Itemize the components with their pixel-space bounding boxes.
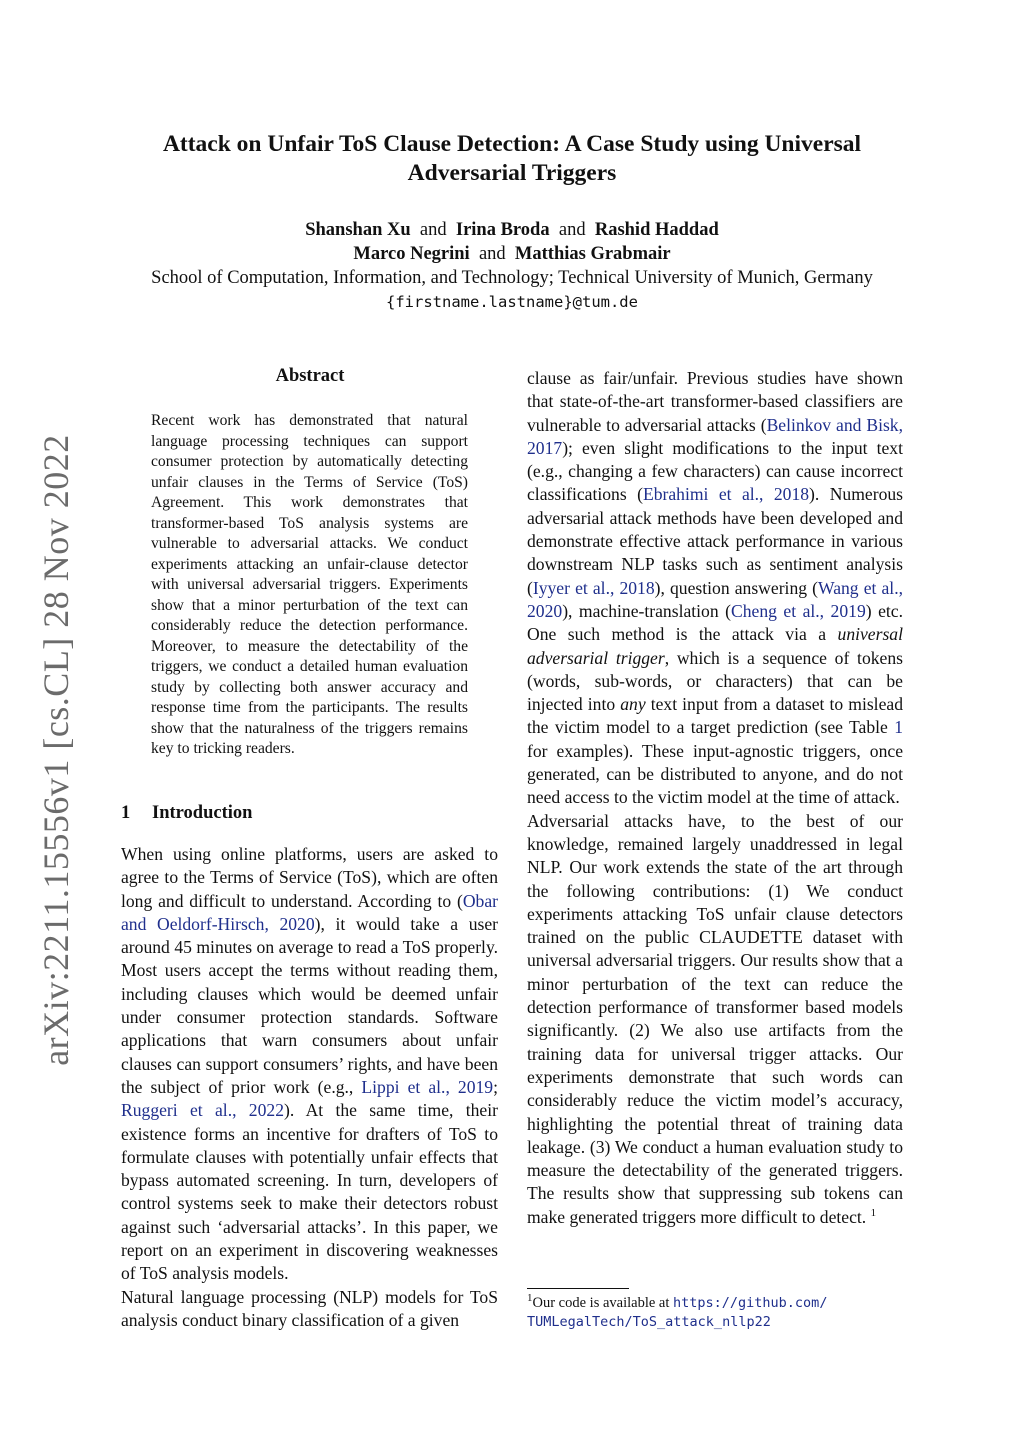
- author-5: Matthias Grabmair: [514, 244, 671, 264]
- left-column-body: [121, 843, 498, 1332]
- citation-link[interactable]: Lippi et al., 2019: [361, 1076, 494, 1097]
- code-url-link[interactable]: https://github.com/: [673, 1295, 828, 1311]
- footnote-marker[interactable]: 1: [870, 1206, 877, 1219]
- author-1: Shanshan Xu: [305, 220, 411, 240]
- author-sep: and: [419, 220, 447, 240]
- section-title: Introduction: [152, 803, 253, 823]
- table-reference-link[interactable]: 1: [894, 717, 903, 738]
- contributions-paragraph: [527, 810, 903, 1229]
- author-2: Irina Broda: [455, 220, 550, 240]
- right-column-body: [527, 367, 903, 1229]
- author-4: Marco Negrini: [353, 244, 470, 264]
- text-run: ); even slight modifications to the input text (e.g., changing a few characters) can cause incorrect classifications (: [527, 437, 903, 505]
- emphasis: any: [620, 694, 646, 715]
- title-line-1: Attack on Unfair ToS Clause Detection: A Case Study using Universal: [162, 131, 862, 157]
- text-run: ), question answering (: [654, 577, 818, 598]
- citation-link[interactable]: Cheng et al., 2019: [730, 600, 866, 621]
- intro-paragraph-2: Natural language processing (NLP) models for ToS analysis conduct binary classification of a given: [121, 1286, 498, 1330]
- citation-link[interactable]: Wang et al., 2020: [527, 577, 903, 621]
- text-run: ;: [493, 1076, 498, 1097]
- author-email: {firstname.lastname}@tum.de: [386, 293, 638, 311]
- paper-title: [60, 130, 964, 188]
- section-heading-introduction: [121, 803, 252, 824]
- arxiv-sidebar-stamp: arXiv:2211.15556v1 [cs.CL] 28 Nov 2022: [36, 434, 76, 1066]
- text-run: ), machine-translation (: [562, 600, 731, 621]
- author-list: [60, 218, 964, 266]
- author-3: Rashid Haddad: [594, 220, 719, 240]
- text-run: When using online platforms, users are asked to agree to the Terms of Service (ToS), which are often long and difficult to understand. According to (: [121, 844, 498, 911]
- text-run: ) etc. One such method is the attack via a: [527, 600, 903, 645]
- text-run: ), it would take a user around 45 minutes on average to read a ToS properly. Most users accept the terms without reading them, including clauses which would be deemed unfair under consumer protection standards. Software applications that warn consumers about unfair clauses can support consumers’ rights, and have been the subject of prior work (e.g.,: [121, 913, 499, 1097]
- citation-link[interactable]: Ebrahimi et al., 2018: [642, 484, 810, 505]
- text-run: Adversarial attacks have, to the best of our knowledge, remained largely unaddressed in legal NLP. Our work extends the state of the art through the following contributions: (1) We conduct experiments attacking ToS unfair clause detectors trained on the public CLAUDETTE dataset with universal adversarial triggers. Our results show that a minor perturbation of the text can reduce the detection performance of transformer based models significantly. (2) We also use artifacts from the training data for universal trigger attacks. Our experiments demonstrate that such words can considerably reduce the victim model’s accuracy, highlighting the potential threat of training data leakage. (3) We conduct a human evaluation study to measure the detectability of the generated triggers. The results show that suppressing sub tokens can make generated triggers more difficult to detect.: [527, 810, 903, 1227]
- footnote: [527, 1294, 903, 1332]
- text-run: ). Numerous adversarial attack methods have been developed and demonstrate effective attack performance in various downstream NLP tasks such as sentiment analysis (: [527, 484, 904, 598]
- text-run: for examples). These input-agnostic triggers, once generated, can be distributed to anyone, and do not need access to the victim model at the time of attack.: [527, 740, 903, 808]
- abstract-heading: Abstract: [275, 366, 345, 386]
- affiliation: School of Computation, Information, and Technology; Technical University of Munich, Germany: [151, 268, 873, 288]
- intro-paragraph-2-cont: [527, 367, 903, 810]
- text-run: text input from a dataset to mislead the victim model to a target prediction (see Table: [527, 694, 903, 738]
- text-run: , which is a sequence of tokens (words, sub-words, or characters) that can be injected into: [527, 647, 903, 715]
- footnote-number: 1: [527, 1292, 533, 1305]
- abstract-body: Recent work has demonstrated that natural language processing techniques can support consumer protection by automatically detecting unfair clauses in the Terms of Service (ToS) Agreement. This work demonstrates that transformer-based ToS analysis systems are vulnerable to adversarial attacks. We conduct experiments attacking an unfair-clause detector with universal adversarial triggers. Experiments show that a minor perturbation of the text can considerably reduce the detection performance. Moreover, to measure the detectability of the triggers, we conduct a detailed human evaluation study by collecting both answer accuracy and response time from the participants. The results show that the naturalness of the triggers remains key to tricking readers.: [151, 412, 468, 757]
- intro-paragraph-1: [121, 843, 498, 1286]
- author-sep: and: [558, 220, 586, 240]
- text-run: ). At the same time, their existence forms an incentive for drafters of ToS to formulate clauses with potentially unfair effects that bypass automated screening. In turn, developers of control systems seek to make their detectors robust against such ‘adversarial attacks’. In this paper, we report on an experiment in discovering weaknesses of ToS analysis models.: [121, 1100, 498, 1284]
- citation-link[interactable]: Obar and Oeldorf-Hirsch, 2020: [121, 890, 498, 934]
- citation-link[interactable]: Ruggeri et al., 2022: [121, 1100, 284, 1121]
- text-run: clause as fair/unfair. Previous studies have shown that state-of-the-art transformer-based classifiers are vulnerable to adversarial attacks (: [527, 368, 903, 435]
- footnote-text: Our code is available at: [532, 1295, 674, 1311]
- section-number: 1: [121, 803, 131, 823]
- title-line-2: Adversarial Triggers: [407, 160, 617, 186]
- emphasis: universal adversarial trigger: [527, 624, 903, 668]
- citation-link[interactable]: Belinkov and Bisk, 2017: [527, 414, 904, 458]
- footnote-rule: [527, 1288, 629, 1289]
- code-url-link-cont[interactable]: TUMLegalTech/ToS_attack_nllp22: [527, 1314, 771, 1330]
- author-sep: and: [478, 244, 506, 264]
- citation-link[interactable]: Iyyer et al., 2018: [532, 577, 655, 598]
